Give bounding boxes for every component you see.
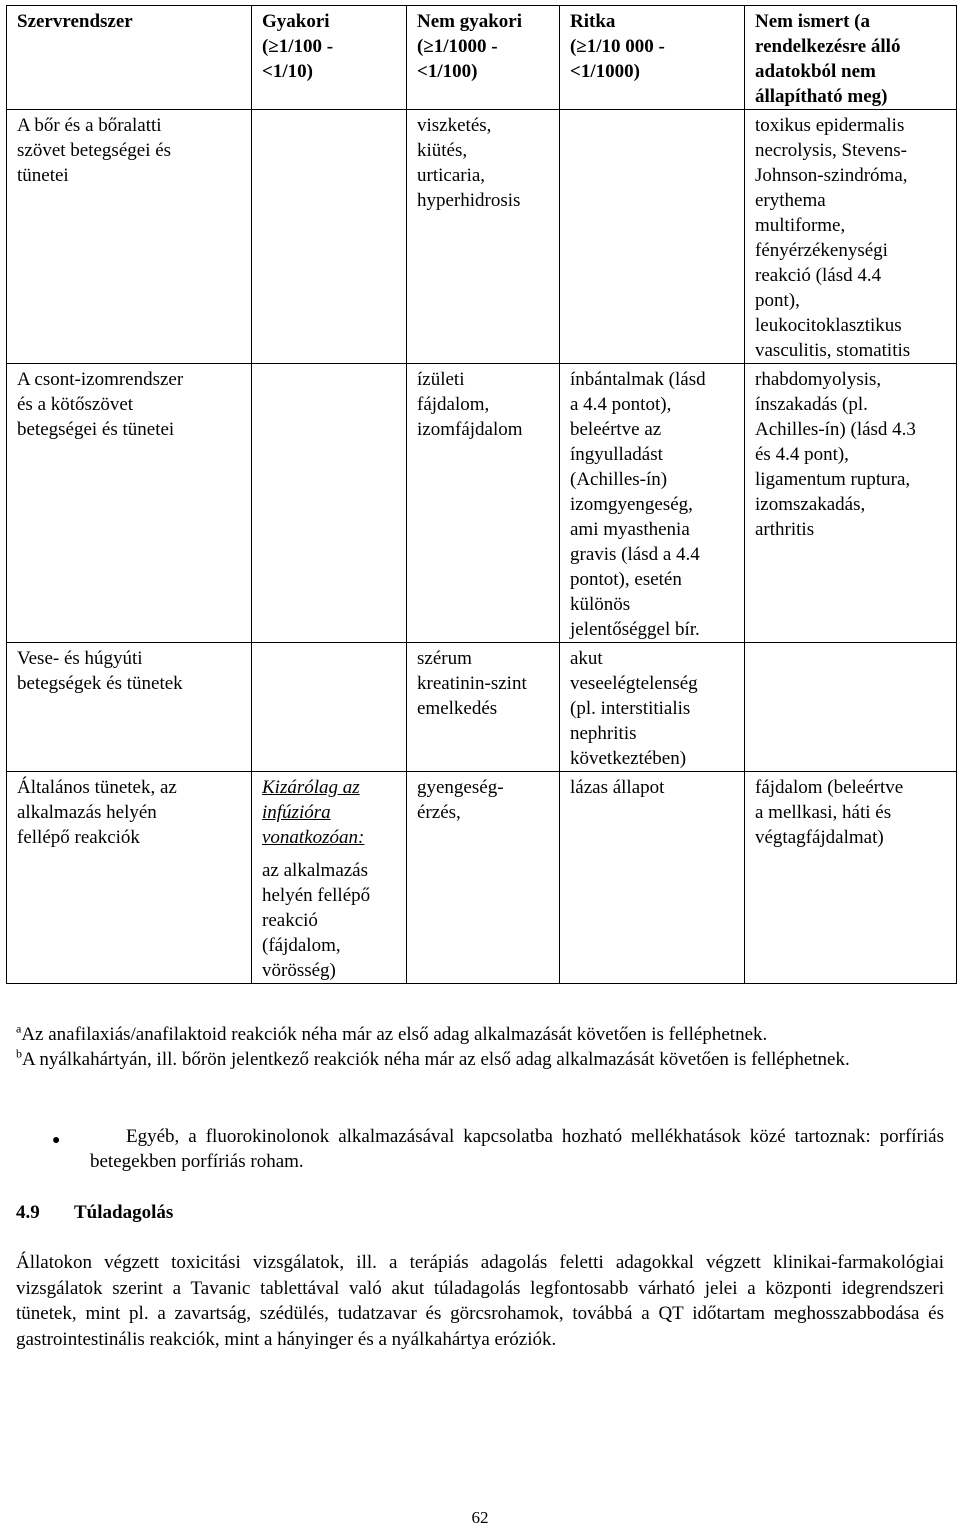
organ-cell: Vese- és húgyúti betegségek és tünetek bbox=[7, 643, 252, 772]
footnote-b-mark: b bbox=[16, 1046, 22, 1061]
organ-cell: A bőr és a bőralatti szövet betegségei és tünetei bbox=[7, 110, 252, 364]
uncommon-cell: gyengeség- érzés, bbox=[407, 772, 560, 984]
common-cell bbox=[252, 110, 407, 364]
adverse-reactions-table bbox=[6, 5, 957, 984]
rare-cell bbox=[560, 110, 745, 364]
bullet-dot-icon: ● bbox=[52, 1133, 61, 1148]
common-cell bbox=[252, 772, 407, 984]
organ-cell: Általános tünetek, az alkalmazás helyén fellépő reakciók bbox=[7, 772, 252, 984]
common-cell bbox=[252, 643, 407, 772]
unknown-cell: toxikus epidermalis necrolysis, Stevens- Johnson-szindróma, erythema multiforme, fényérzékenységi reakció (lásd 4.4 pont), leukocitoklasztikus vasculitis, stomatitis bbox=[745, 110, 957, 364]
uncommon-cell: szérum kreatinin-szint emelkedés bbox=[407, 643, 560, 772]
uncommon-cell: ízületi fájdalom, izomfájdalom bbox=[407, 364, 560, 643]
unknown-cell: fájdalom (beleértve a mellkasi, háti és végtagfájdalmat) bbox=[745, 772, 957, 984]
table-row bbox=[7, 643, 957, 772]
header-rare: Ritka (≥1/10 000 - <1/1000) bbox=[560, 6, 745, 110]
uncommon-cell: viszketés, kiütés, urticaria, hyperhidrosis bbox=[407, 110, 560, 364]
footnote-b-text: A nyálkahártyán, ill. bőrön jelentkező reakciók néha már az első adag alkalmazását követően is felléphetnek. bbox=[22, 1049, 850, 1070]
rare-cell: akut veseelégtelenség (pl. interstitialis nephritis következtében) bbox=[560, 643, 745, 772]
page-number: 62 bbox=[471, 1508, 489, 1527]
table-header-row bbox=[7, 6, 957, 110]
section-number: 4.9 bbox=[16, 1202, 40, 1223]
table-row bbox=[7, 110, 957, 364]
section-heading bbox=[16, 1200, 173, 1225]
footnote-b bbox=[16, 1047, 944, 1072]
table-row bbox=[7, 772, 957, 984]
section-title: Túladagolás bbox=[74, 1202, 174, 1223]
unknown-cell: rhabdomyolysis, ínszakadás (pl. Achilles-ín) (lásd 4.3 és 4.4 pont), ligamentum ruptura, izomszakadás, arthritis bbox=[745, 364, 957, 643]
rare-cell: ínbántalmak (lásd a 4.4 pontot), beleértve az íngyulladást (Achilles-ín) izomgyengeség, ami myasthenia gravis (lásd a 4.4 pontot), esetén különös jelentőséggel bír. bbox=[560, 364, 745, 643]
section-body: Állatokon végzett toxicitási vizsgálatok, ill. a terápiás adagolás feletti adagokkal végzett klinikai-farmakológiai vizsgálatok szerint a Tavanic tablettával való akut túladagolás legfontosabb várható jelei a központi idegrendszeri tünetek, mint pl. a zavartság, szédülés, tudatzavar és görcsrohamok, továbbá a QT időtartam meghosszabbodása és gastrointestinális reakciók, mint a hányinger és a nyálkahártya eróziók. bbox=[16, 1252, 944, 1350]
header-uncommon: Nem gyakori (≥1/1000 - <1/100) bbox=[407, 6, 560, 110]
organ-cell: A csont-izomrendszer és a kötőszövet betegségei és tünetei bbox=[7, 364, 252, 643]
footnote-a bbox=[16, 1022, 944, 1047]
footnote-a-mark: a bbox=[16, 1021, 22, 1036]
header-common: Gyakori (≥1/100 - <1/10) bbox=[252, 6, 407, 110]
unknown-cell bbox=[745, 643, 957, 772]
infusion-only-note: Kizárólag az infúzióra vonatkozóan: bbox=[262, 777, 365, 848]
rare-cell: lázas állapot bbox=[560, 772, 745, 984]
bullet-text: Egyéb, a fluorokinolonok alkalmazásával kapcsolatba hozható mellékhatások közé tartoznak: porfíriás betegekben porfíriás roham. bbox=[90, 1126, 944, 1172]
header-unknown: Nem ismert (a rendelkezésre álló adatokból nem állapítható meg) bbox=[745, 6, 957, 110]
footnote-a-text: Az anafilaxiás/anafilaktoid reakciók néha már az első adag alkalmazását követően is felléphetnek. bbox=[21, 1024, 768, 1045]
common-cell bbox=[252, 364, 407, 643]
header-organ-system: Szervrendszer bbox=[7, 6, 252, 110]
table-row bbox=[7, 364, 957, 643]
infusion-reaction-text: az alkalmazás helyén fellépő reakció (fájdalom, vörösség) bbox=[262, 860, 371, 981]
